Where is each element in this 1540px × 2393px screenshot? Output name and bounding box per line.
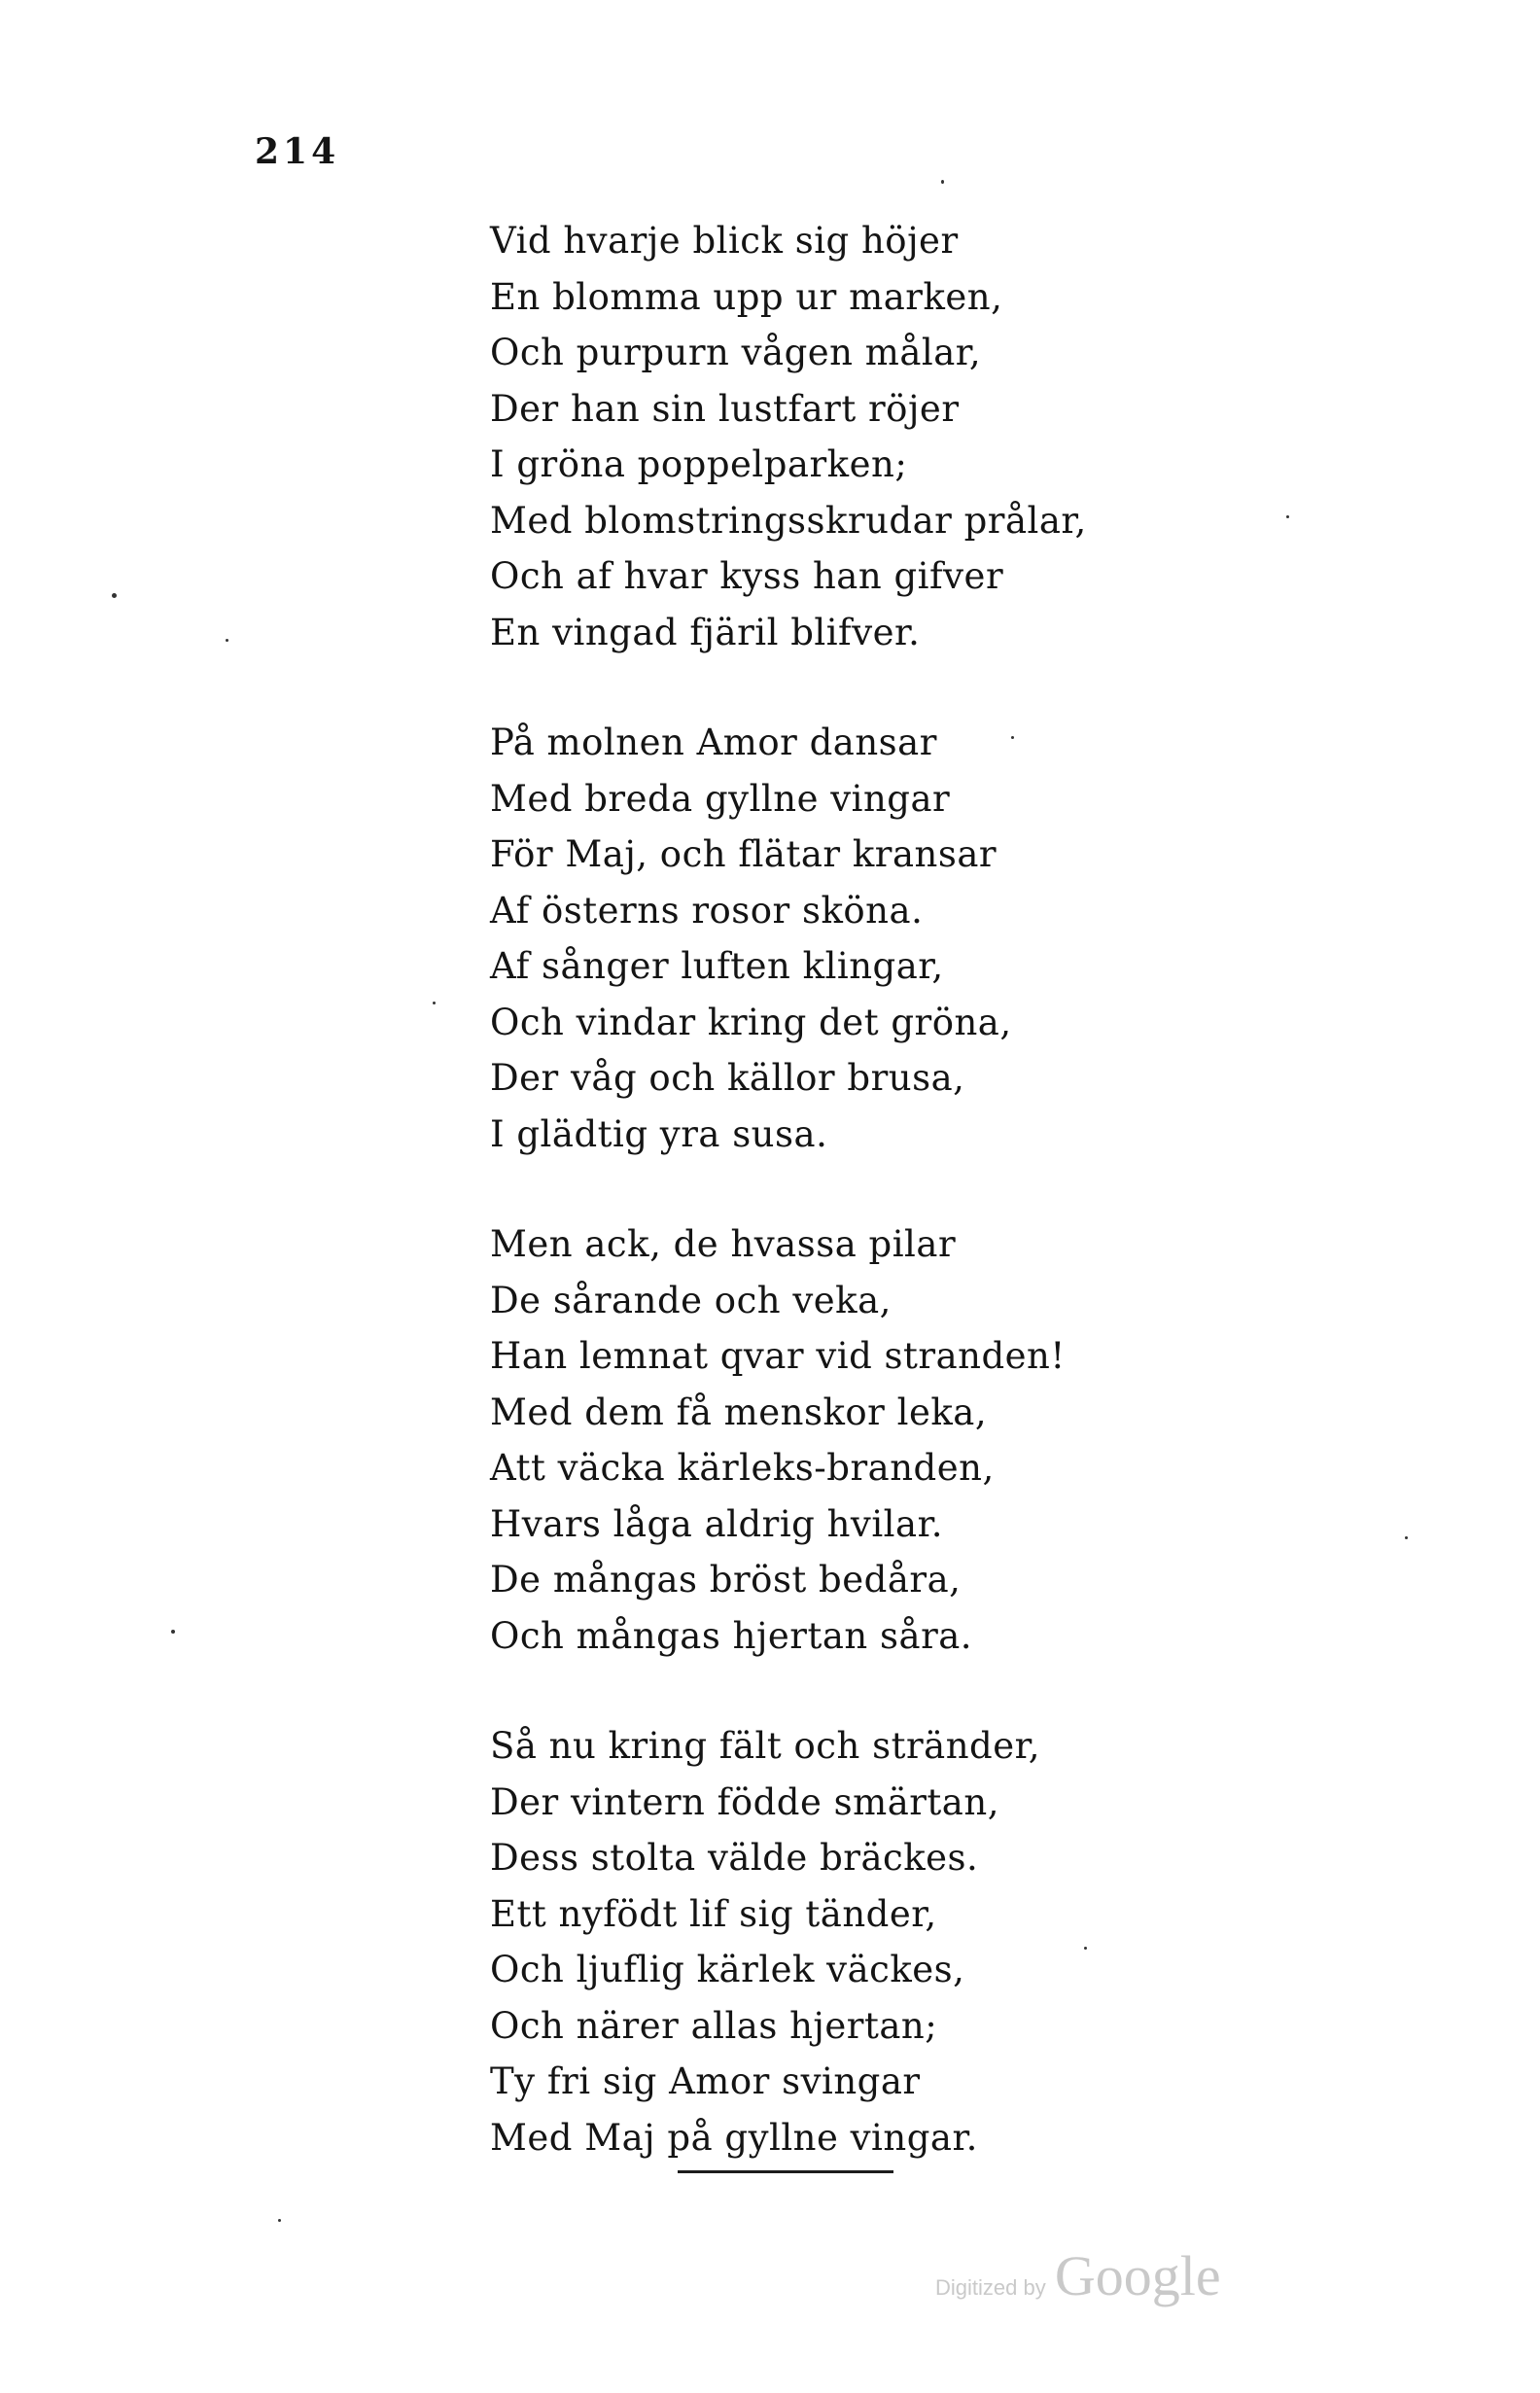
digitized-by-text: Digitized by (935, 2275, 1046, 2300)
poem-line: Men ack, de hvassa pilar (490, 1223, 957, 1265)
scan-speck (226, 639, 228, 642)
scan-speck (278, 2219, 281, 2222)
google-logo: Google (1054, 2244, 1221, 2307)
poem-line: De sårande och veka, (490, 1279, 892, 1321)
poem-line: Ty fri sig Amor svingar (490, 2060, 921, 2102)
poem-line: Att väcka kärleks-branden, (490, 1447, 995, 1489)
poem-line: Vid hvarje blick sig höjer (490, 220, 959, 262)
scan-speck (433, 1002, 436, 1004)
stanza-2 (490, 715, 1365, 1162)
scan-speck (1084, 1947, 1087, 1950)
poem-line: För Maj, och flätar kransar (490, 833, 998, 875)
stanza-3 (490, 1216, 1365, 1664)
poem-line: Och mångas hjertan såra. (490, 1614, 973, 1657)
poem-line: Och purpurn vågen målar, (490, 332, 982, 373)
poem-line: Der han sin lustfart röjer (490, 387, 960, 430)
poem-line: Af österns rosor sköna. (490, 889, 924, 932)
poem-line: Med dem få menskor leka, (490, 1390, 988, 1433)
scan-speck (1286, 515, 1289, 518)
scan-speck (1011, 736, 1014, 739)
stanza-1 (490, 213, 1365, 660)
poem-line: Hvars låga aldrig hvilar. (490, 1502, 943, 1545)
poem-line: Ett nyfödt lif sig tänder, (490, 1892, 937, 1935)
poem-line: Med blomstringsskrudar prålar, (490, 499, 1087, 542)
poem-line: Der vintern födde smärtan, (490, 1780, 999, 1823)
poem-line: Af sånger luften klingar, (490, 945, 944, 987)
poem-line: Der våg och källor brusa, (490, 1057, 965, 1099)
poem-line: Så nu kring fält och stränder, (490, 1725, 1041, 1767)
poem-line: På molnen Amor dansar (490, 721, 937, 763)
poem-line: Och af hvar kyss han gifver (490, 555, 1004, 597)
poem-line: De mångas bröst bedåra, (490, 1559, 962, 1601)
poem-line: En blomma upp ur marken, (490, 275, 1003, 318)
scan-speck (171, 1630, 175, 1634)
poem-line: Han lemnat qvar vid stranden! (490, 1335, 1066, 1377)
scan-speck (941, 180, 944, 184)
poem-line: I gröna poppelparken; (490, 443, 908, 485)
poem-line: Med Maj på gyllne vingar. (490, 2116, 978, 2159)
poem-line: Och närer allas hjertan; (490, 2004, 938, 2047)
poem-line: I glädtig yra susa. (490, 1112, 828, 1155)
page-number: 214 (255, 131, 340, 172)
poem-line: Och vindar kring det gröna, (490, 1001, 1012, 1043)
end-rule-divider (678, 2170, 893, 2173)
poem-line: Med breda gyllne vingar (490, 777, 951, 820)
poem-line: Dess stolta välde bräckes. (490, 1837, 979, 1879)
poem-line: En vingad fjäril blifver. (490, 611, 921, 653)
poem-line: Och ljuflig kärlek väckes, (490, 1949, 965, 1990)
digitized-watermark (935, 2244, 1221, 2307)
scan-speck (1405, 1536, 1408, 1539)
stanza-4 (490, 1718, 1365, 2165)
poem (490, 213, 1365, 2165)
scan-speck (112, 593, 117, 598)
